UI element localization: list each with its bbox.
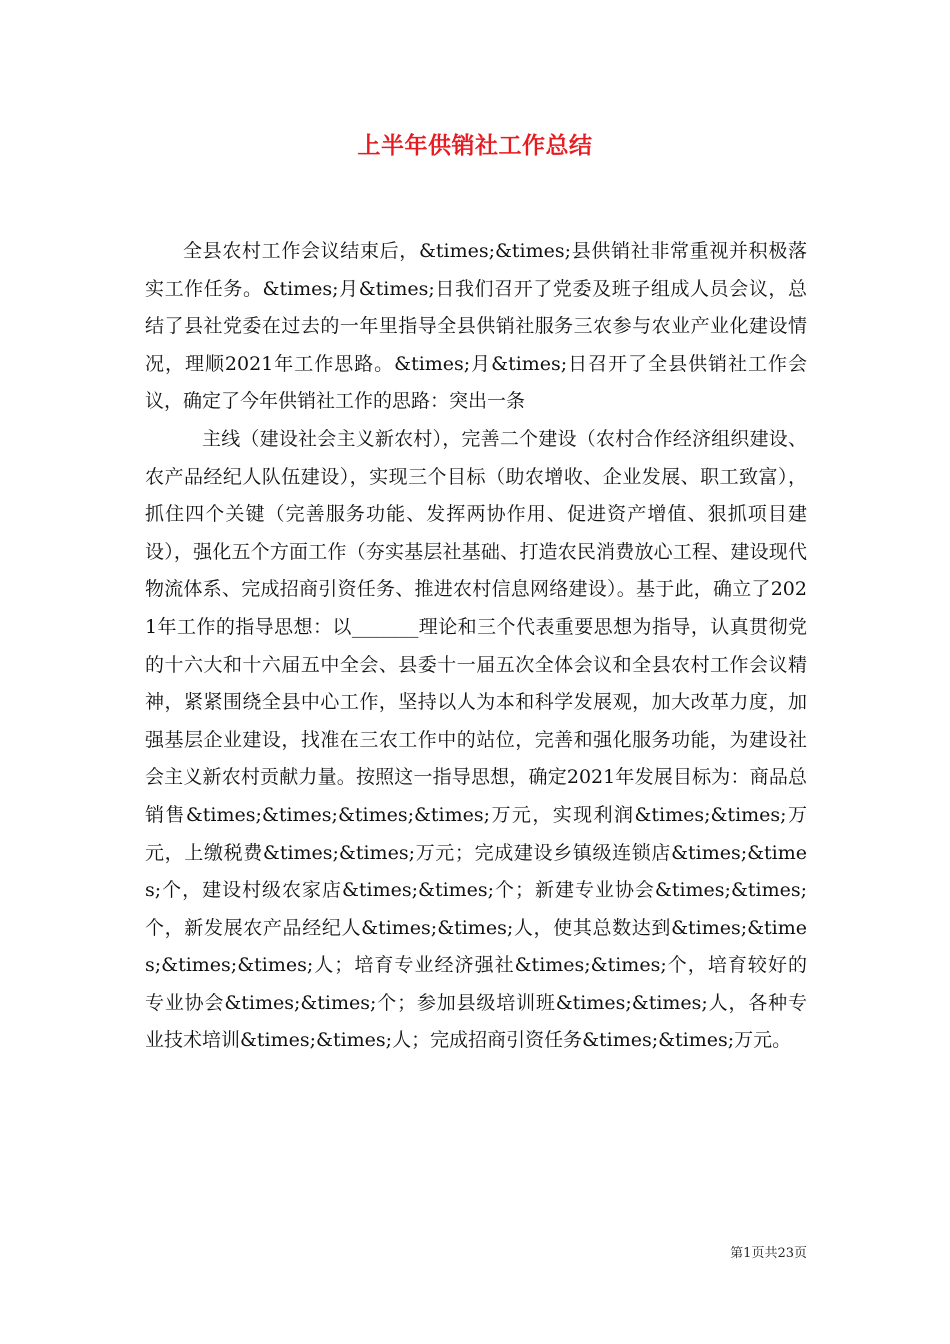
document-title: 上半年供销社工作总结	[357, 132, 593, 159]
paragraph: 主线（建设社会主义新农村），完善二个建设（农村合作经济组织建设、农产品经纪人队伍建设），实现三个目标（助农增收、企业发展、职工致富），抓住四个关键（完善服务功能、发挥两协作用、促进资产增值、狠抓项目建设），强化五个方面工作（夯实基层社基础、打造农民消费放心工程、建设现代物流体系、完成招商引资任务、推进农村信息网络建设）。基于此，确立了2021年工作的指导思想：以_______理论和三个代表重要思想为指导，认真贯彻党的十六大和十六届五中全会、县委十一届五次全体会议和全县农村工作会议精神，紧紧围绕全县中心工作，坚持以人为本和科学发展观，加大改革力度，加强基层企业建设，找准在三农工作中的站位，完善和强化服务功能，为建设社会主义新农村贡献力量。按照这一指导思想，确定2021年发展目标为：商品总销售&times;&times;&times;&times;万元，实现利润&times;&times;万元，上缴税费&times;&times;万元；完成建设乡镇级连锁店&times;&times;个，建设村级农家店&times;&times;个；新建专业协会&times;&times;个，新发展农产品经纪人&times;&times;人，使其总数达到&times;&times;&times;&times;人；培育专业经济强社&times;&times;个，培育较好的专业协会&times;&times;个；参加县级培训班&times;&times;人，各种专业技术培训&times;&times;人；完成招商引资任务&times;&times;万元。	[145, 427, 807, 1052]
document-body	[145, 233, 807, 1060]
page-number: 第1页共23页	[730, 1246, 807, 1261]
paragraph: 全县农村工作会议结束后，&times;&times;县供销社非常重视并积极落实工作任务。&times;月&times;日我们召开了党委及班子组成人员会议，总结了县社党委在过去的一年里指导全县供销社服务三农参与农业产业化建设情况，理顺2021年工作思路。&times;月&times;日召开了全县供销社工作会议，确定了今年供销社工作的思路：突出一条	[145, 240, 807, 413]
